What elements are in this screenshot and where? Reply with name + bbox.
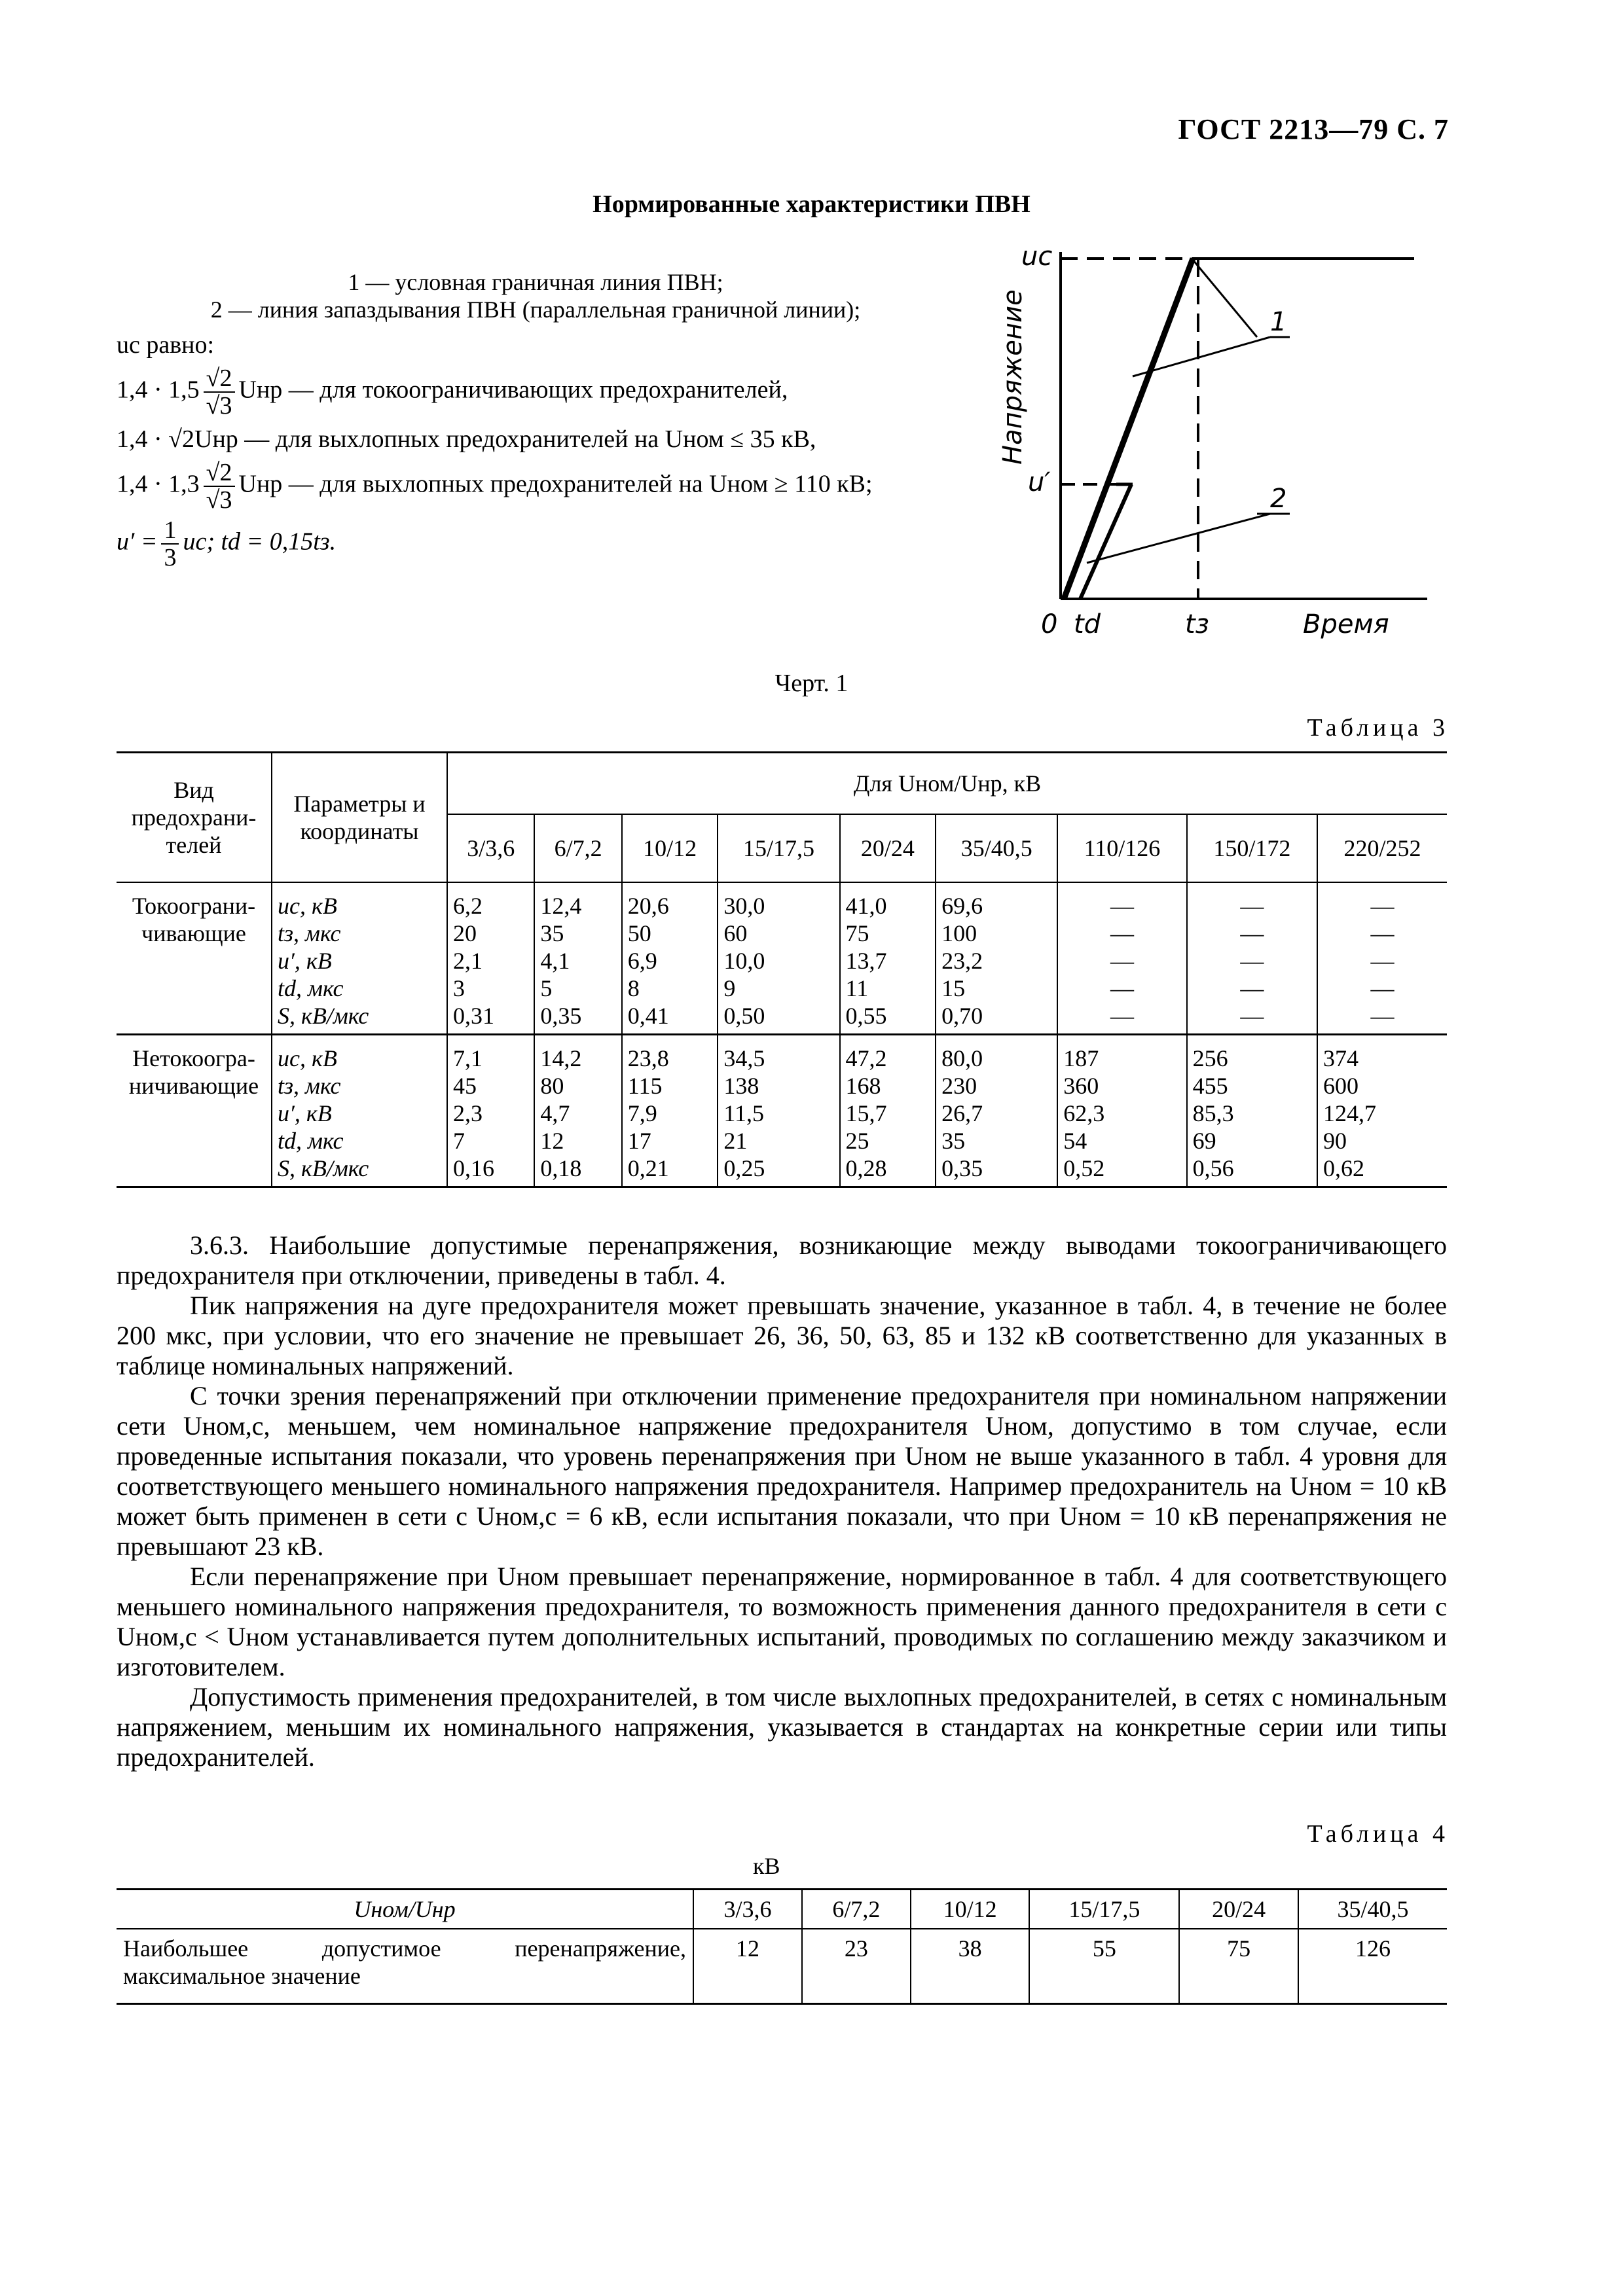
t3-group-0-params: uс, кВ tз, мкс u′, кВ td, мкс S, кВ/мкс [272,882,447,1035]
t4-voltage-4: 20/24 [1179,1890,1298,1929]
t4-voltage-5: 35/40,5 [1298,1890,1447,1929]
t4-row-label: Наибольшее допустимое перенапряжение, максимальное значение [117,1929,693,2004]
formula-2-prefix: 1,4 · [117,425,162,453]
figure-legend [117,268,955,571]
t3-g0-c1: 12,4 35 4,1 5 0,35 [534,882,621,1035]
t3-g1-c6: 187 360 62,3 54 0,52 [1057,1035,1186,1187]
t3-g1-c7: 256 455 85,3 69 0,56 [1187,1035,1317,1187]
t3-voltage-0: 3/3,6 [447,814,534,882]
t4-value-4: 75 [1179,1929,1298,2004]
t3-group-0-name: Токоограни- чивающие [117,882,272,1035]
uc-label: uс [1021,242,1053,272]
t3-group-current-limiting [117,882,1447,1035]
table3-label: Таблица 3 [1307,714,1449,742]
t4-value-1: 23 [802,1929,911,2004]
formula-1-den: √3 [206,392,232,420]
paragraph-4: Если перенапряжение при Uном превышает перенапряжение, нормированное в табл. 4 для соответствующего меньшего номинального напряжения предохранителя, то возможность применения данного предохранителя в сети с Uном,с < Uном устанавливается путем дополнительных испытаний, проводимых по соглашению между заказчиком и изготовителем. [117,1562,1447,1681]
t3-g0-c8: — — — — — [1317,882,1447,1035]
leader-1a [1193,260,1257,337]
t3-col2-header: Параметры и координаты [272,753,447,883]
formula-4-fraction [161,517,179,571]
t3-g1-c5: 80,0 230 26,7 35 0,35 [936,1035,1057,1187]
figure-caption: Черт. 1 [775,670,848,697]
paragraph-1: 3.6.3. Наибольшие допустимые перенапряжения, возникающие между выводами токоограничивающего предохранителя при отключении, приведены в табл. 4. [117,1230,1447,1290]
legend-line-1: 1 — условная граничная линия ПВН; [348,269,723,295]
t3-g0-c5: 69,6 100 23,2 15 0,70 [936,882,1057,1035]
t4-value-2: 38 [911,1929,1030,2004]
formula-3-text: Uнр — для выхлопных предохранителей на Uном ≥ 110 кВ; [238,470,873,498]
td-label: td [1074,609,1101,639]
t3-g0-c7: — — — — — [1187,882,1317,1035]
formula-4-left: u′ = [117,528,158,556]
y-axis-label: Напряжение [998,289,1028,465]
t3-voltage-3: 15/17,5 [718,814,839,882]
t3-voltage-7: 150/172 [1187,814,1317,882]
legend-intro: uс равно: [117,331,215,359]
table4-label: Таблица 4 [1307,1820,1449,1848]
t3-g0-c0: 6,2 20 2,1 3 0,31 [447,882,534,1035]
t3-group-1-name: Нетокоогра- ничивающие [117,1035,272,1187]
t4-value-0: 12 [693,1929,802,2004]
formula-2-text: √2Uнр — для выхлопных предохранителей на Uном ≤ 35 кВ, [168,425,816,453]
formula-2 [117,423,955,456]
t4-voltage-3: 15/17,5 [1029,1890,1179,1929]
formula-1-text: Uнр — для токоограничивающих предохранителей, [238,376,788,404]
body-text [117,1230,1447,1772]
formula-1-fraction [204,365,235,419]
formula-3 [117,459,955,513]
t4-voltage-1: 6/7,2 [802,1890,911,1929]
t3-voltage-5: 35/40,5 [936,814,1057,882]
origin-label: 0 [1041,609,1058,639]
t3-voltage-4: 20/24 [840,814,936,882]
t3-voltage-1: 6/7,2 [534,814,621,882]
line-1-label: 1 [1270,307,1287,337]
t3-voltage-6: 110/126 [1057,814,1186,882]
t3-voltage-2: 10/12 [622,814,718,882]
table-3 [117,751,1447,1188]
t3-g1-c2: 23,8 115 7,9 17 0,21 [622,1035,718,1187]
boundary-line-1 [1064,259,1193,599]
line-2-label: 2 [1270,484,1287,514]
formula-1-prefix: 1,4 · 1,5 [117,376,200,404]
t3-g0-c3: 30,0 60 10,0 9 0,50 [718,882,839,1035]
t3-g0-c2: 20,6 50 6,9 8 0,41 [622,882,718,1035]
paragraph-2: Пик напряжения на дуге предохранителя может превышать значение, указанное в табл. 4, в течение не более 200 мкс, при условии, что его значение не превышает 26, 36, 50, 63, 85 и 132 кВ соответственно для указанных в таблице номинальных напряжений. [117,1291,1447,1380]
t4-voltage-0: 3/3,6 [693,1890,802,1929]
t3-group-non-current-limiting [117,1035,1447,1187]
t3-g1-c4: 47,2 168 15,7 25 0,28 [840,1035,936,1187]
formula-1 [117,365,955,419]
tz-label: tз [1185,609,1209,639]
t3-g0-c4: 41,0 75 13,7 11 0,55 [840,882,936,1035]
formula-4-text: uс; td = 0,15tз. [183,528,337,556]
u-prime-label: u′ [1028,467,1051,497]
pvn-diagram [982,232,1453,651]
t4-header-label: Uном/Uнр [117,1890,693,1929]
t4-voltage-2: 10/12 [911,1890,1030,1929]
formula-4-den: 3 [164,544,177,571]
t3-g1-c3: 34,5 138 11,5 21 0,25 [718,1035,839,1187]
t3-g1-c8: 374 600 124,7 90 0,62 [1317,1035,1447,1187]
table4-unit: кВ [753,1853,780,1879]
formula-4 [117,517,955,571]
table-4 [117,1888,1447,2005]
t3-voltage-8: 220/252 [1317,814,1447,882]
t4-value-3: 55 [1029,1929,1179,2004]
t3-col1-header: Вид предохрани- телей [117,753,272,883]
x-axis-label: Время [1303,609,1389,639]
t3-group-header: Для Uном/Uнр, кВ [447,753,1447,815]
t3-g1-c1: 14,2 80 4,7 12 0,18 [534,1035,621,1187]
formula-3-num: √2 [204,459,235,487]
formula-3-den: √3 [206,486,232,514]
formula-4-num: 1 [161,517,179,545]
paragraph-5: Допустимость применения предохранителей, в том числе выхлопных предохранителей, в сетях с номинальным напряжением, меньшим их номинального напряжения, указывается в стандартах на конкретные серии или типы предохранителей. [117,1682,1447,1772]
t4-value-5: 126 [1298,1929,1447,2004]
t3-group-1-params: uс, кВ tз, мкс u′, кВ td, мкс S, кВ/мкс [272,1035,447,1187]
formula-1-num: √2 [204,365,235,393]
formula-3-prefix: 1,4 · 1,3 [117,470,200,498]
t3-g1-c0: 7,1 45 2,3 7 0,16 [447,1035,534,1187]
section-title: Нормированные характеристики ПВН [593,190,1030,218]
legend-line-2: 2 — линия запаздывания ПВН (параллельная граничной линии); [210,296,861,323]
t3-g0-c6: — — — — — [1057,882,1186,1035]
page-header: ГОСТ 2213—79 С. 7 [1178,113,1449,145]
paragraph-3: С точки зрения перенапряжений при отключении применение предохранителя при номинальном напряжении сети Uном,с, меньшем, чем номинальное напряжение предохранителя Uном, допустимо в том случае, если проведенные испытания показали, что уровень перенапряжения при Uном не выше указанного в табл. 4 уровня для соответствующего меньшего номинального напряжения предохранителя. Например предохранитель на Uном = 10 кВ может быть применен в сети с Uном,с = 6 кВ, если испытания показали, что при Uном = 10 кВ перенапряжения не превышают 23 кВ. [117,1381,1447,1561]
formula-3-fraction [204,459,235,513]
